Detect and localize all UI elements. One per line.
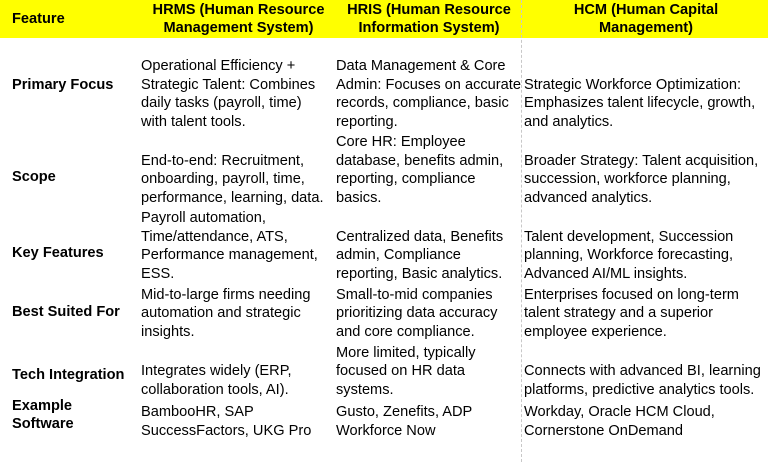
table-header [0, 0, 768, 38]
table-row [0, 284, 768, 341]
hcm-cell: Talent development, Succession planning, Workforce forecasting, Advanced AI/ML insights. [524, 228, 734, 282]
table-row [0, 397, 768, 440]
row-label: Primary Focus [12, 76, 114, 93]
header-hrms: HRMS (Human Resource Management System) [152, 1, 325, 36]
hris-cell: Centralized data, Benefits admin, Compliance reporting, Basic analytics. [336, 228, 504, 282]
hris-cell: Core HR: Employee database, benefits admin, reporting, compliance basics. [336, 134, 504, 206]
hris-cell: More limited, typically focused on HR data systems. [336, 344, 476, 398]
hcm-cell: Broader Strategy: Talent acquisition, succession, workforce planning, advanced analytics. [524, 152, 759, 206]
hrms-cell: Payroll automation, Time/attendance, ATS, Performance management, ESS. [141, 210, 318, 282]
hris-cell: Gusto, Zenefits, ADP Workforce Now [336, 404, 473, 439]
hcm-cell: Strategic Workforce Optimization: Emphasizes talent lifecycle, growth, and analytics. [524, 76, 756, 130]
row-label: Scope [12, 169, 56, 186]
table-row [0, 132, 768, 207]
table-row [0, 208, 768, 283]
hrms-cell: End-to-end: Recruitment, onboarding, payroll, time, performance, learning, data. [141, 152, 324, 206]
hcm-cell: Connects with advanced BI, learning platforms, predictive analytics tools. [524, 363, 761, 398]
header-hris: HRIS (Human Resource Information System) [347, 1, 511, 36]
hcm-cell: Enterprises focused on long-term talent strategy and a superior employee experience. [524, 286, 739, 340]
hris-cell: Data Management & Core Admin: Focuses on accurate records, compliance, basic reporting. [336, 58, 521, 130]
hrms-cell: Mid-to-large firms needing automation and strategic insights. [141, 286, 311, 340]
table-row [0, 342, 768, 399]
row-label: Key Features [12, 245, 104, 262]
row-label: Best Suited For [12, 304, 120, 321]
row-label: Tech Integration [12, 366, 125, 383]
hrms-cell: Integrates widely (ERP, collaboration tools, AI). [141, 363, 292, 398]
hcm-cell: Workday, Oracle HCM Cloud, Cornerstone OnDemand [524, 404, 715, 439]
hrms-cell: Operational Efficiency + Strategic Talent: Combines daily tasks (payroll, time) with talent tools. [141, 58, 316, 130]
header-feature: Feature [12, 10, 65, 27]
header-hcm: HCM (Human Capital Management) [573, 1, 719, 36]
hrms-cell: BambooHR, SAP SuccessFactors, UKG Pro [141, 404, 312, 439]
hris-cell: Small-to-mid companies prioritizing data accuracy and core compliance. [336, 286, 498, 340]
table-row [0, 47, 768, 131]
row-label: Example Software [12, 397, 74, 432]
